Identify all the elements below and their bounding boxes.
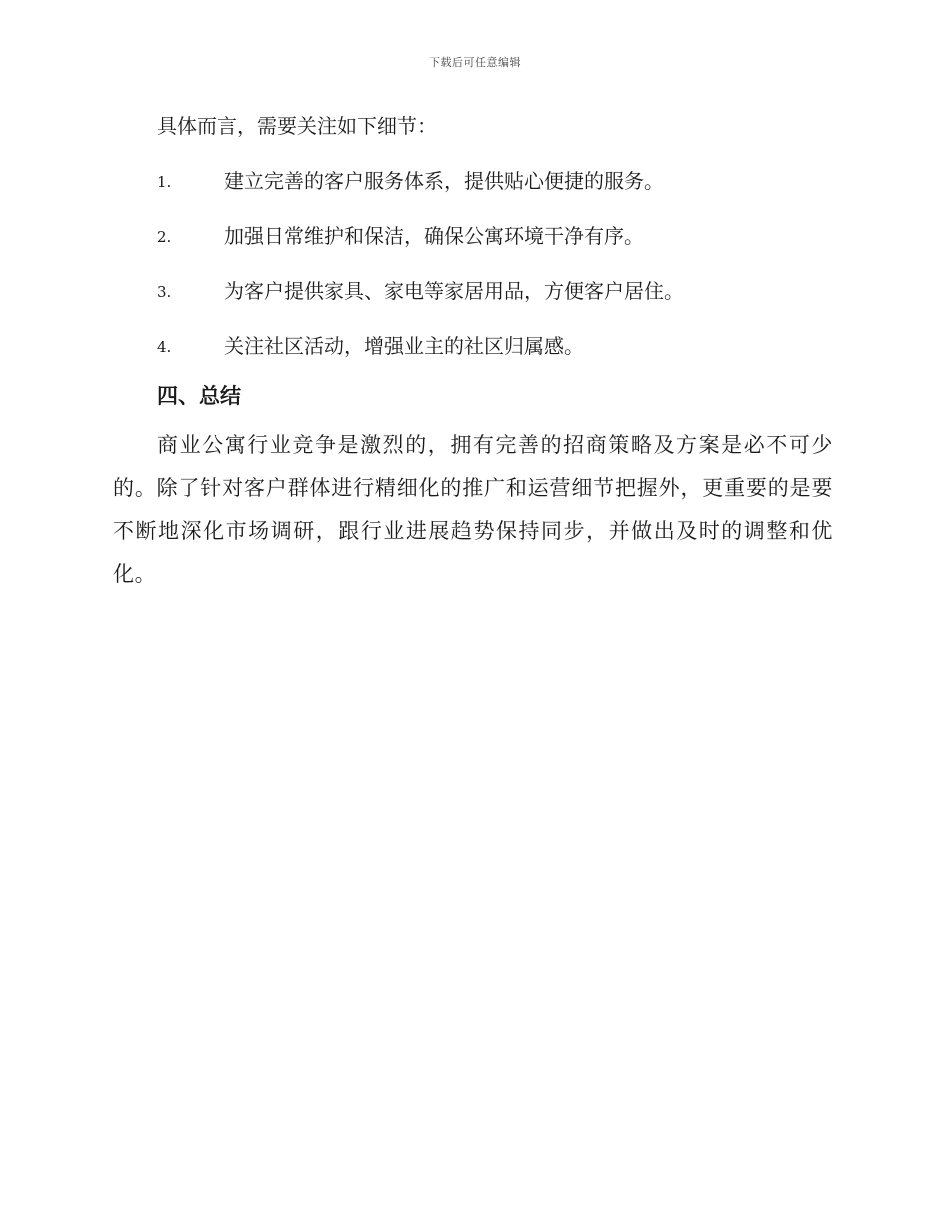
header-note: 下载后可任意编辑 bbox=[429, 56, 521, 69]
list-item-text: 关注社区活动，增强业主的社区归属感。 bbox=[224, 334, 584, 358]
list-item-number: 3. bbox=[157, 283, 172, 301]
summary-paragraph: 商业公寓行业竞争是激烈的，拥有完善的招商策略及方案是必不可少的。除了针对客户群体进行精细化的推广和运营细节把握外，更重要的是要不断地深化市场调研，跟行业进展趋势保持同步，并做出及时的调整和优化。 bbox=[113, 433, 833, 586]
list-item bbox=[113, 165, 833, 197]
list-item-number: 1. bbox=[157, 173, 172, 191]
list-item-text: 为客户提供家具、家电等家居用品，方便客户居住。 bbox=[224, 279, 684, 303]
list-item-text: 建立完善的客户服务体系，提供贴心便捷的服务。 bbox=[224, 169, 664, 193]
section-heading: 四、总结 bbox=[157, 383, 241, 408]
document-body bbox=[113, 110, 833, 596]
list-item bbox=[113, 330, 833, 362]
list-item bbox=[113, 275, 833, 307]
intro-paragraph: 具体而言，需要关注如下细节： bbox=[157, 114, 437, 138]
list-item-number: 2. bbox=[157, 228, 172, 246]
detail-list bbox=[113, 165, 833, 362]
list-item-text: 加强日常维护和保洁，确保公寓环境干净有序。 bbox=[224, 224, 644, 248]
list-item bbox=[113, 220, 833, 252]
list-item-number: 4. bbox=[157, 338, 172, 356]
